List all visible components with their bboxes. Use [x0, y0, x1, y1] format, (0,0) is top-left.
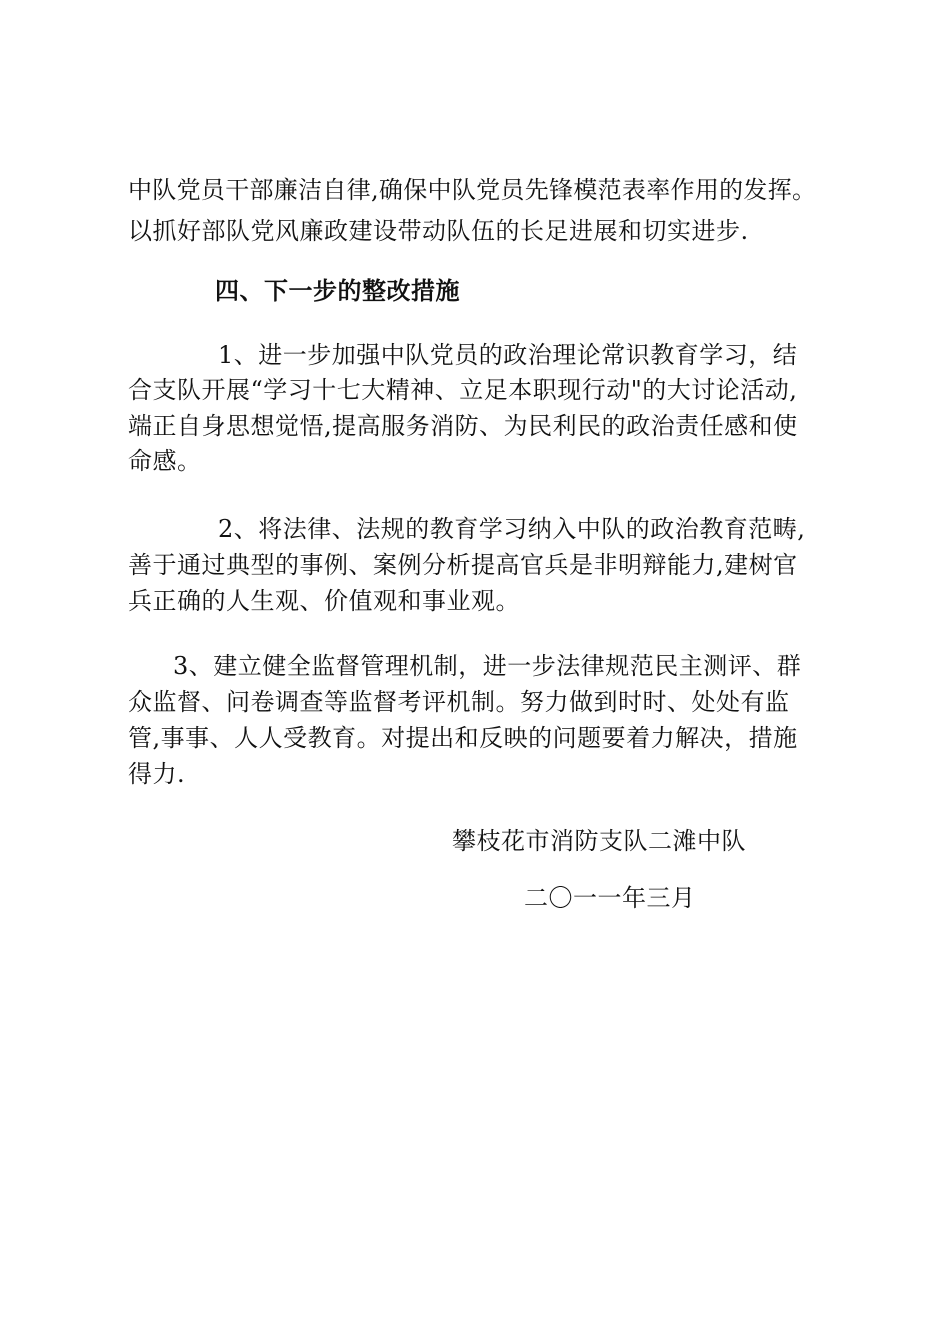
section-heading: 四、下一步的整改措施: [215, 277, 460, 305]
item-1-line-4: 命感。: [128, 447, 202, 475]
item-2-line-3: 兵正确的人生观、价值观和事业观。: [128, 587, 520, 615]
item-3-line-1: 3、建立健全监督管理机制，进一步法律规范民主测评、群: [173, 652, 802, 680]
item-3-line-2: 众监督、问卷调查等监督考评机制。努力做到时时、处处有监: [128, 688, 790, 716]
signature-organization: 攀枝花市消防支队二滩中队: [452, 827, 746, 855]
item-2-line-1: 2、将法律、法规的教育学习纳入中队的政治教育范畴,: [218, 515, 806, 543]
item-1-line-3: 端正自身思想觉悟,提高服务消防、为民利民的政治责任感和使: [128, 412, 798, 440]
item-2-line-2: 善于通过典型的事例、案例分析提高官兵是非明辩能力,建树官: [128, 551, 798, 579]
item-3-line-4: 得力.: [128, 760, 186, 788]
intro-line-2: 以抓好部队党风廉政建设带动队伍的长足进展和切实进步.: [128, 217, 749, 245]
signature-date: 二〇一一年三月: [524, 884, 696, 912]
intro-line-1: 中队党员干部廉洁自律,确保中队党员先锋模范表率作用的发挥。: [128, 176, 817, 204]
item-1-line-1: 1、进一步加强中队党员的政治理论常识教育学习，结: [218, 341, 798, 369]
item-3-line-3: 管,事事、人人受教育。对提出和反映的问题要着力解决，措施: [128, 724, 798, 752]
item-1-line-2: 合支队开展“学习十七大精神、立足本职现行动"的大讨论活动,: [128, 376, 798, 404]
